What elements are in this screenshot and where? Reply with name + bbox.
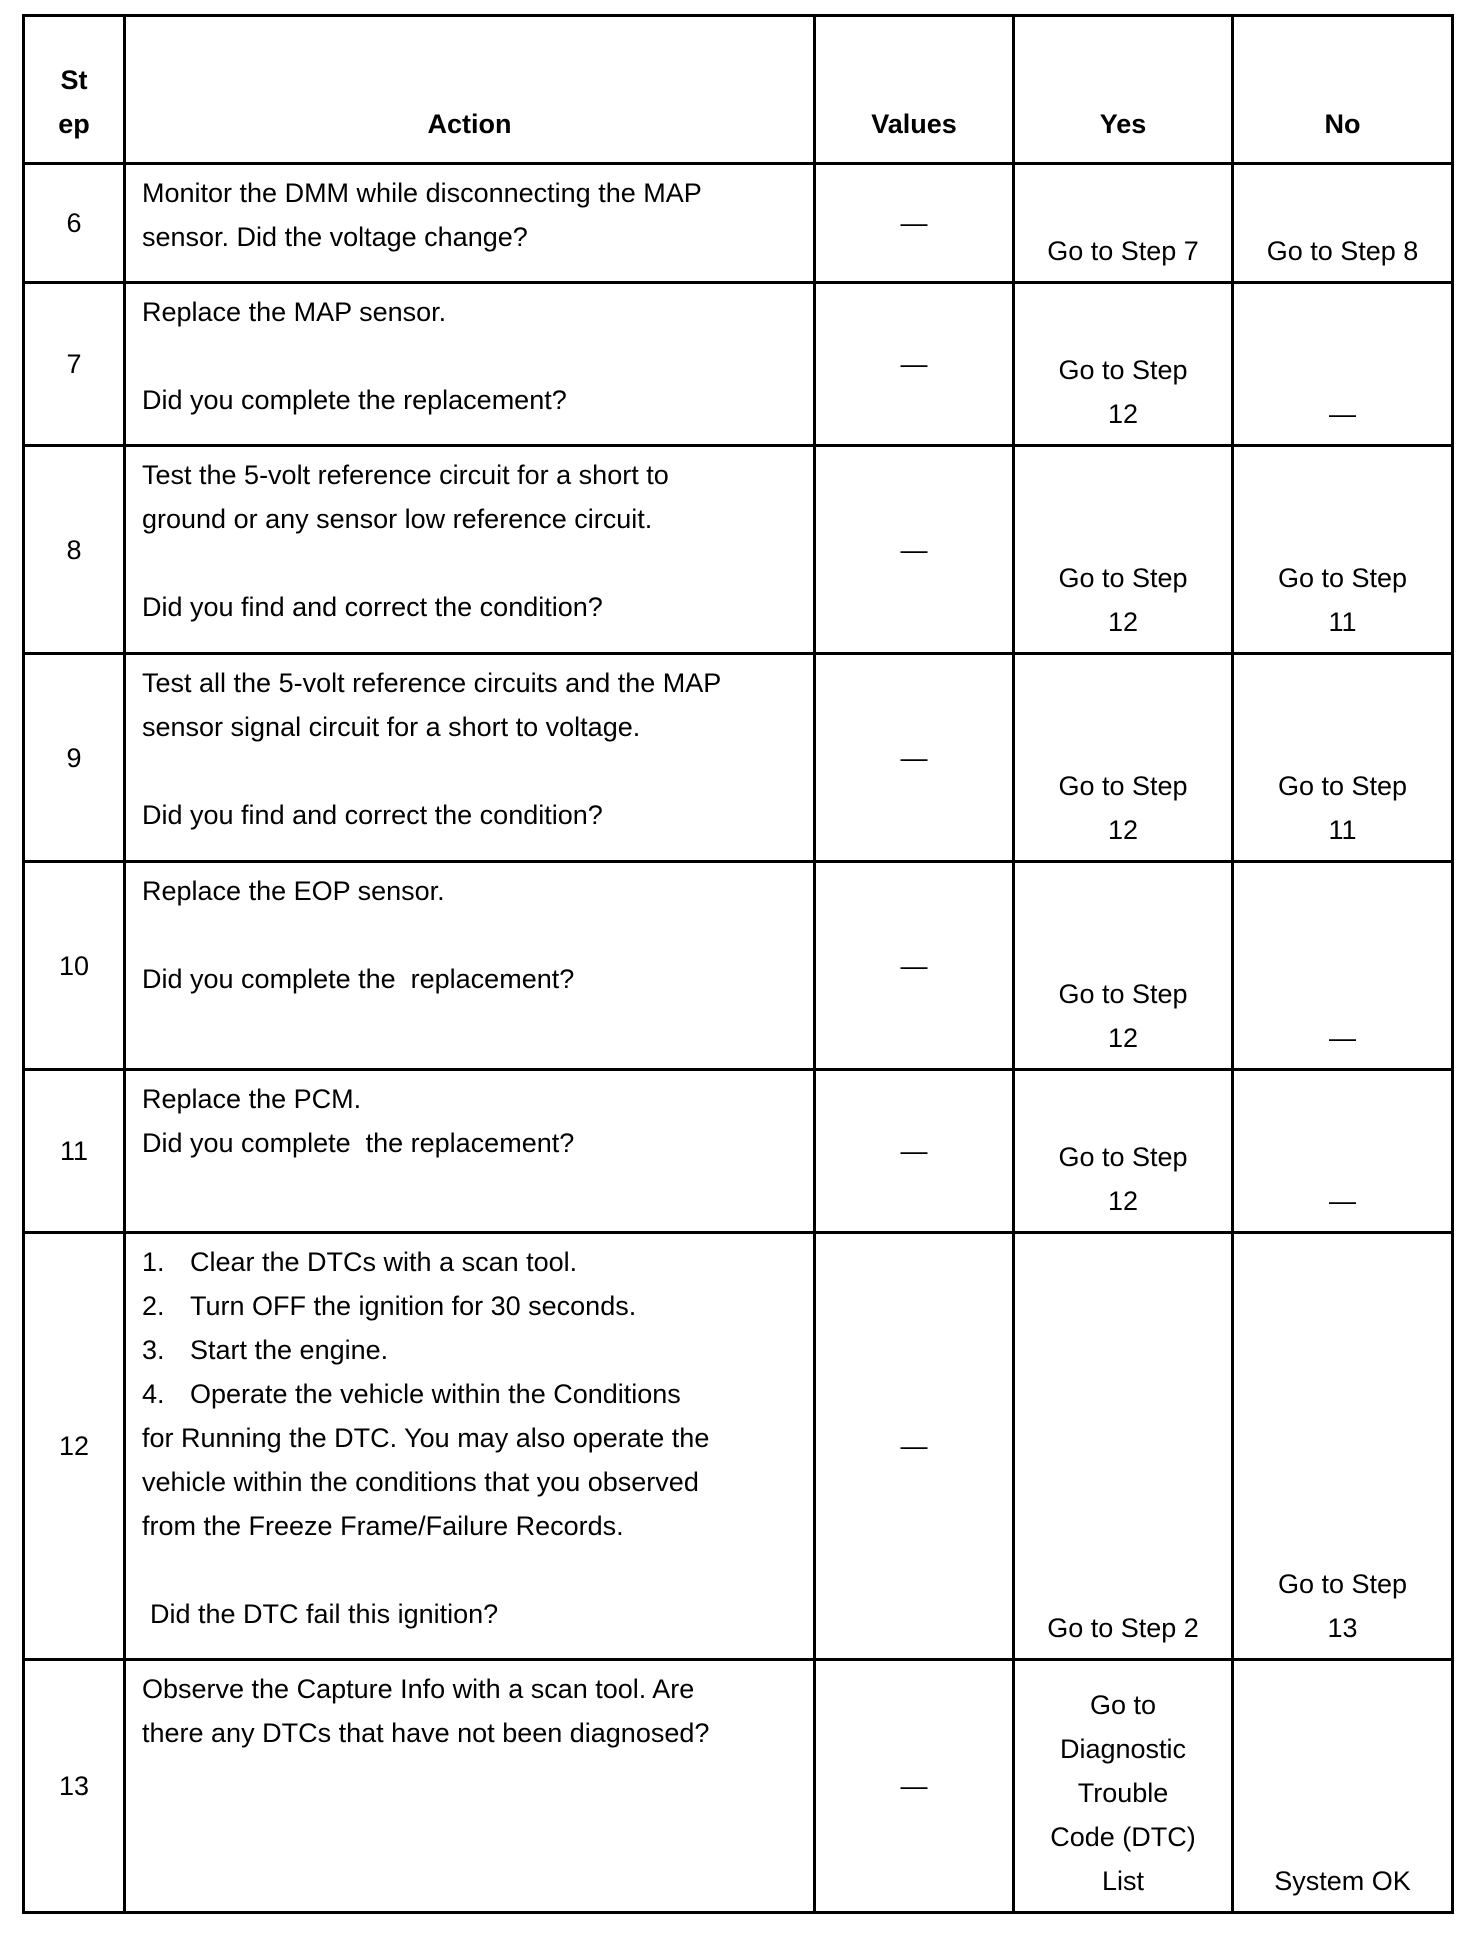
action-cell: Test the 5-volt reference circuit for a short to ground or any sensor low reference circuit. Did you find and correct the condition? — [125, 446, 815, 654]
header-yes: Yes — [1014, 16, 1233, 164]
step-number: 10 — [24, 862, 125, 1070]
step-number: 12 — [24, 1233, 125, 1660]
step-number: 8 — [24, 446, 125, 654]
list-item: 4. Operate the vehicle within the Conditions — [142, 1379, 681, 1409]
yes-cell: Go to Step 12 — [1014, 862, 1233, 1070]
values-cell: — — [815, 446, 1014, 654]
no-cell: — — [1233, 862, 1453, 1070]
action-cell: 1. Clear the DTCs with a scan tool. 2. Turn OFF the ignition for 30 seconds. 3. Start the engine. 4. Operate the vehicle within the Conditions for Running the DTC. You may also operate the vehicle within the conditions that you observed from the Freeze Frame/Failure Records. Did the DTC fail this ignition? — [125, 1233, 815, 1660]
table-row — [24, 1233, 1453, 1660]
yes-cell: Go to Step 7 — [1014, 164, 1233, 283]
action-cell: Replace the MAP sensor. Did you complete the replacement? — [125, 283, 815, 446]
yes-cell: Go to Step 12 — [1014, 283, 1233, 446]
no-cell: Go to Step 8 — [1233, 164, 1453, 283]
table-row — [24, 862, 1453, 1070]
values-cell: — — [815, 164, 1014, 283]
list-item: 3. Start the engine. — [142, 1335, 389, 1365]
diagnostic-table — [22, 14, 1454, 1914]
yes-cell: Go to Diagnostic Trouble Code (DTC) List — [1014, 1660, 1233, 1913]
action-cell: Test all the 5-volt reference circuits and the MAP sensor signal circuit for a short to voltage. Did you find and correct the condition? — [125, 654, 815, 862]
no-cell: Go to Step 11 — [1233, 446, 1453, 654]
yes-cell: Go to Step 2 — [1014, 1233, 1233, 1660]
values-cell: — — [815, 1233, 1014, 1660]
table-row — [24, 1070, 1453, 1233]
action-cell: Observe the Capture Info with a scan tool. Are there any DTCs that have not been diagnosed? — [125, 1660, 815, 1913]
table-row — [24, 654, 1453, 862]
no-cell: Go to Step 13 — [1233, 1233, 1453, 1660]
table-row — [24, 164, 1453, 283]
values-cell: — — [815, 1070, 1014, 1233]
header-no: No — [1233, 16, 1453, 164]
header-values: Values — [815, 16, 1014, 164]
step-number: 11 — [24, 1070, 125, 1233]
step-number: 9 — [24, 654, 125, 862]
header-action: Action — [125, 16, 815, 164]
header-step: St ep — [24, 16, 125, 164]
list-item: 1. Clear the DTCs with a scan tool. — [142, 1247, 578, 1277]
table-row — [24, 1660, 1453, 1913]
no-cell: System OK — [1233, 1660, 1453, 1913]
no-cell: — — [1233, 283, 1453, 446]
values-cell: — — [815, 1660, 1014, 1913]
step-number: 7 — [24, 283, 125, 446]
action-cell: Monitor the DMM while disconnecting the MAP sensor. Did the voltage change? — [125, 164, 815, 283]
action-cell: Replace the PCM. Did you complete the replacement? — [125, 1070, 815, 1233]
values-cell: — — [815, 283, 1014, 446]
yes-cell: Go to Step 12 — [1014, 654, 1233, 862]
values-cell: — — [815, 862, 1014, 1070]
step-number: 6 — [24, 164, 125, 283]
action-cell: Replace the EOP sensor. Did you complete the replacement? — [125, 862, 815, 1070]
table-row — [24, 446, 1453, 654]
list-item: 2. Turn OFF the ignition for 30 seconds. — [142, 1291, 637, 1321]
no-cell: Go to Step 11 — [1233, 654, 1453, 862]
table-row — [24, 283, 1453, 446]
yes-cell: Go to Step 12 — [1014, 446, 1233, 654]
no-cell: — — [1233, 1070, 1453, 1233]
values-cell: — — [815, 654, 1014, 862]
yes-cell: Go to Step 12 — [1014, 1070, 1233, 1233]
header-row — [24, 16, 1453, 164]
step-number: 13 — [24, 1660, 125, 1913]
